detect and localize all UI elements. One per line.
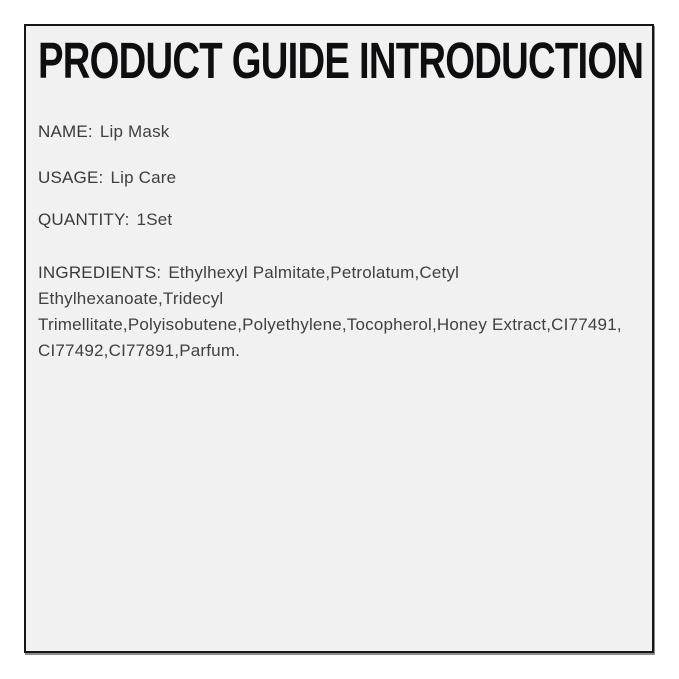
field-quantity-label: QUANTITY: xyxy=(38,210,130,229)
product-fields xyxy=(38,119,640,364)
field-ingredients-label: INGREDIENTS: xyxy=(38,263,162,282)
field-usage-label: USAGE: xyxy=(38,168,104,187)
field-quantity-value: 1Set xyxy=(136,210,173,229)
field-name xyxy=(38,119,640,145)
field-ingredients xyxy=(38,260,640,364)
field-quantity xyxy=(38,207,640,233)
field-name-value: Lip Mask xyxy=(99,122,170,141)
field-usage xyxy=(38,165,640,191)
product-guide-card xyxy=(24,24,654,653)
page-title: PRODUCT GUIDE INTRODUCTION xyxy=(38,32,644,89)
field-ingredients-value: Ethylhexyl Palmitate,Petrolatum,Cetyl Ethylhexanoate,Tridecyl Trimellitate,Polyisobutene,Polyethylene,Tocopherol,Honey Extract,CI77491, CI77492,CI77891,Parfum. xyxy=(38,263,622,360)
field-name-label: NAME: xyxy=(38,122,93,141)
field-usage-value: Lip Care xyxy=(110,168,177,187)
